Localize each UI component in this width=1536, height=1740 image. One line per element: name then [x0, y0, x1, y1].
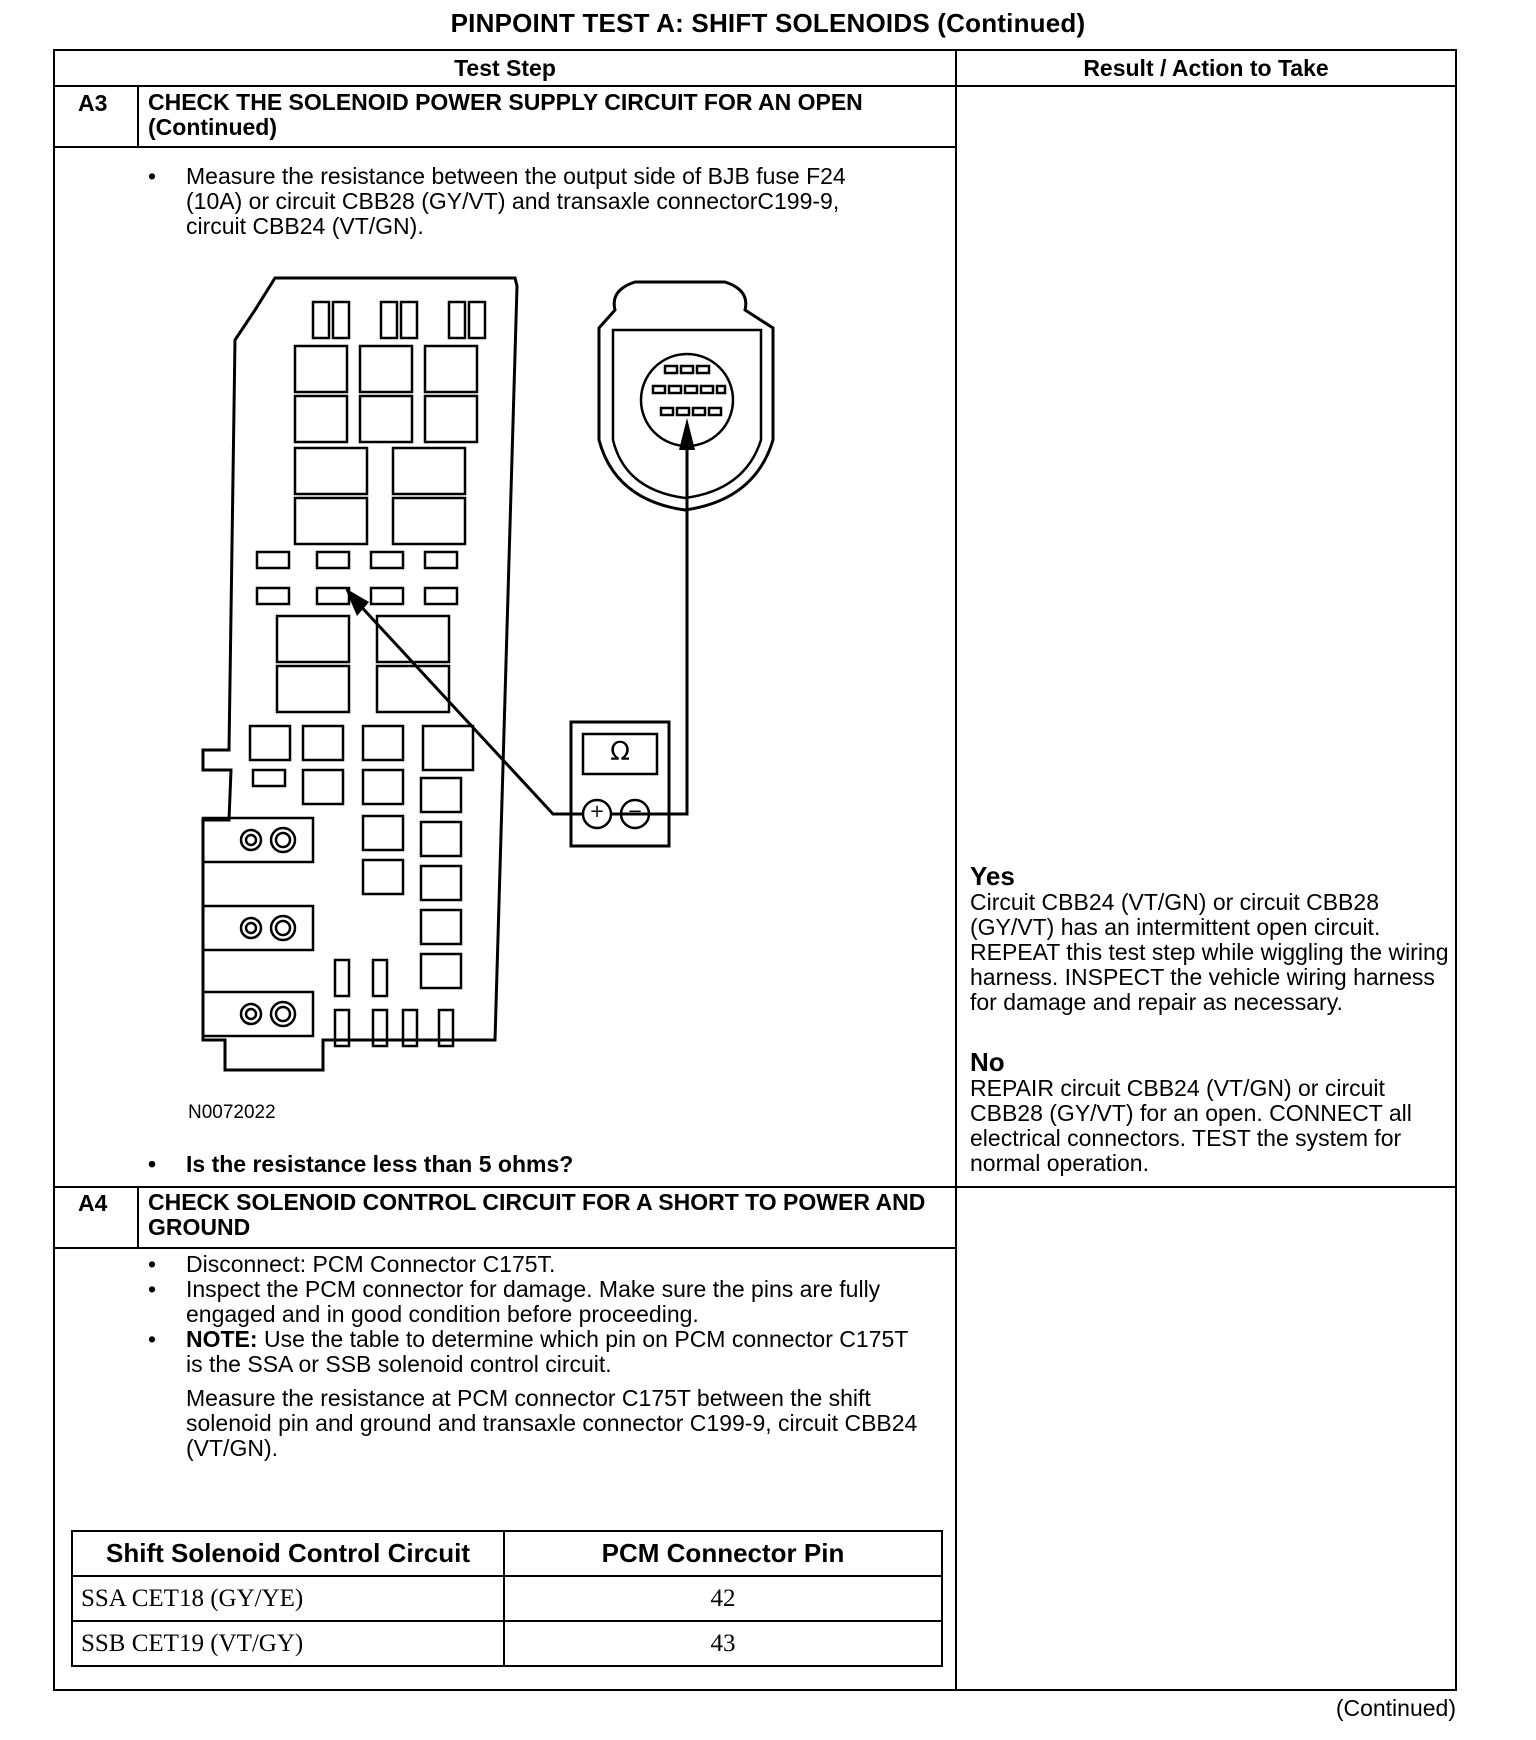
- bjb-fuse-box-icon: [203, 278, 517, 1070]
- instruction-text: Measure the resistance between the output side of BJB fuse F24 (10A) or circuit CBB28 (GY/VT) and transaxle connectorC199-9, circuit CBB24 (VT/GN).: [186, 163, 846, 239]
- list-item: [148, 1277, 923, 1327]
- header-test-step: Test Step: [454, 55, 556, 81]
- continued-label: (Continued): [1335, 1695, 1456, 1721]
- pin-table: [71, 1530, 943, 1667]
- bullet-icon: •: [148, 1251, 157, 1277]
- page-title: PINPOINT TEST A: SHIFT SOLENOIDS (Continued): [450, 8, 1086, 38]
- bullet-icon: •: [148, 1151, 157, 1177]
- pin-table-header: PCM Connector Pin: [504, 1531, 942, 1576]
- note-text: Use the table to determine which pin on PCM connector C175T is the SSA or SSB solenoid control circuit.: [186, 1326, 908, 1377]
- figure-id: N0072022: [188, 1102, 276, 1123]
- bullet-icon: •: [148, 163, 157, 189]
- result-no-label: No: [970, 1047, 1005, 1077]
- measure-text: Measure the resistance at PCM connector C175T between the shift solenoid pin and ground and transaxle connector C199-9, circuit CBB24 (VT/GN).: [186, 1385, 918, 1461]
- step-title-rule: [55, 1247, 955, 1249]
- result-no-text: REPAIR circuit CBB24 (VT/GN) or circuit CBB28 (GY/VT) for an open. CONNECT all electrical connectors. TEST the system for normal operation.: [970, 1075, 1412, 1176]
- column-divider: [955, 51, 957, 1689]
- step-separator: [55, 1186, 1455, 1188]
- step-id-a4: A4: [78, 1190, 108, 1216]
- step-a4-instructions: [148, 1252, 923, 1377]
- step-a3-question: [148, 1152, 888, 1177]
- table-cell: 42: [504, 1576, 942, 1621]
- bullet-icon: •: [148, 1326, 157, 1352]
- question-text: Is the resistance less than 5 ohms?: [186, 1151, 574, 1177]
- header-result-action: Result / Action to Take: [1083, 55, 1329, 81]
- table-row: [72, 1576, 942, 1621]
- table-cell: SSB CET19 (VT/GY): [72, 1621, 504, 1666]
- note-label: NOTE:: [186, 1326, 258, 1352]
- step-id-divider: [137, 1186, 139, 1247]
- table-cell: 43: [504, 1621, 942, 1666]
- step-title-a3: CHECK THE SOLENOID POWER SUPPLY CIRCUIT FOR AN OPEN (Continued): [148, 89, 863, 140]
- plus-terminal-icon: +: [589, 801, 605, 822]
- step-id-a3: A3: [78, 90, 108, 116]
- table-cell: SSA CET18 (GY/YE): [72, 1576, 504, 1621]
- bjb-fuse-box-measurement-diagram: [195, 270, 795, 1110]
- table-header-row: [72, 1531, 942, 1576]
- list-item: [148, 1152, 888, 1177]
- step-id-divider: [137, 85, 139, 146]
- ohm-symbol: Ω: [610, 737, 630, 767]
- instruction-text: Inspect the PCM connector for damage. Make sure the pins are fully engaged and in good condition before proceeding.: [186, 1276, 881, 1327]
- bullet-icon: •: [148, 1276, 157, 1302]
- step-title-rule: [55, 146, 955, 148]
- result-yes-label: Yes: [970, 861, 1015, 891]
- list-item: [148, 164, 888, 239]
- result-yes: [970, 862, 1450, 1015]
- pin-table-header: Shift Solenoid Control Circuit: [72, 1531, 504, 1576]
- positive-test-lead: [355, 600, 583, 814]
- list-item: [148, 1327, 923, 1377]
- table-row: [72, 1621, 942, 1666]
- minus-terminal-icon: −: [627, 801, 643, 822]
- step-a3-instructions: [148, 164, 888, 239]
- step-title-a4: CHECK SOLENOID CONTROL CIRCUIT FOR A SHORT TO POWER AND GROUND: [148, 1189, 926, 1240]
- lead-arrow-icon: [679, 418, 695, 450]
- list-item: [148, 1252, 923, 1277]
- header-rule: [55, 85, 1455, 87]
- result-no: [970, 1048, 1450, 1176]
- instruction-text: Disconnect: PCM Connector C175T.: [186, 1251, 556, 1277]
- result-yes-text: Circuit CBB24 (VT/GN) or circuit CBB28 (GY/VT) has an intermittent open circuit. REPEAT this test step while wiggling the wiring harness. INSPECT the vehicle wiring harness for damage and repair as necessary.: [970, 889, 1449, 1015]
